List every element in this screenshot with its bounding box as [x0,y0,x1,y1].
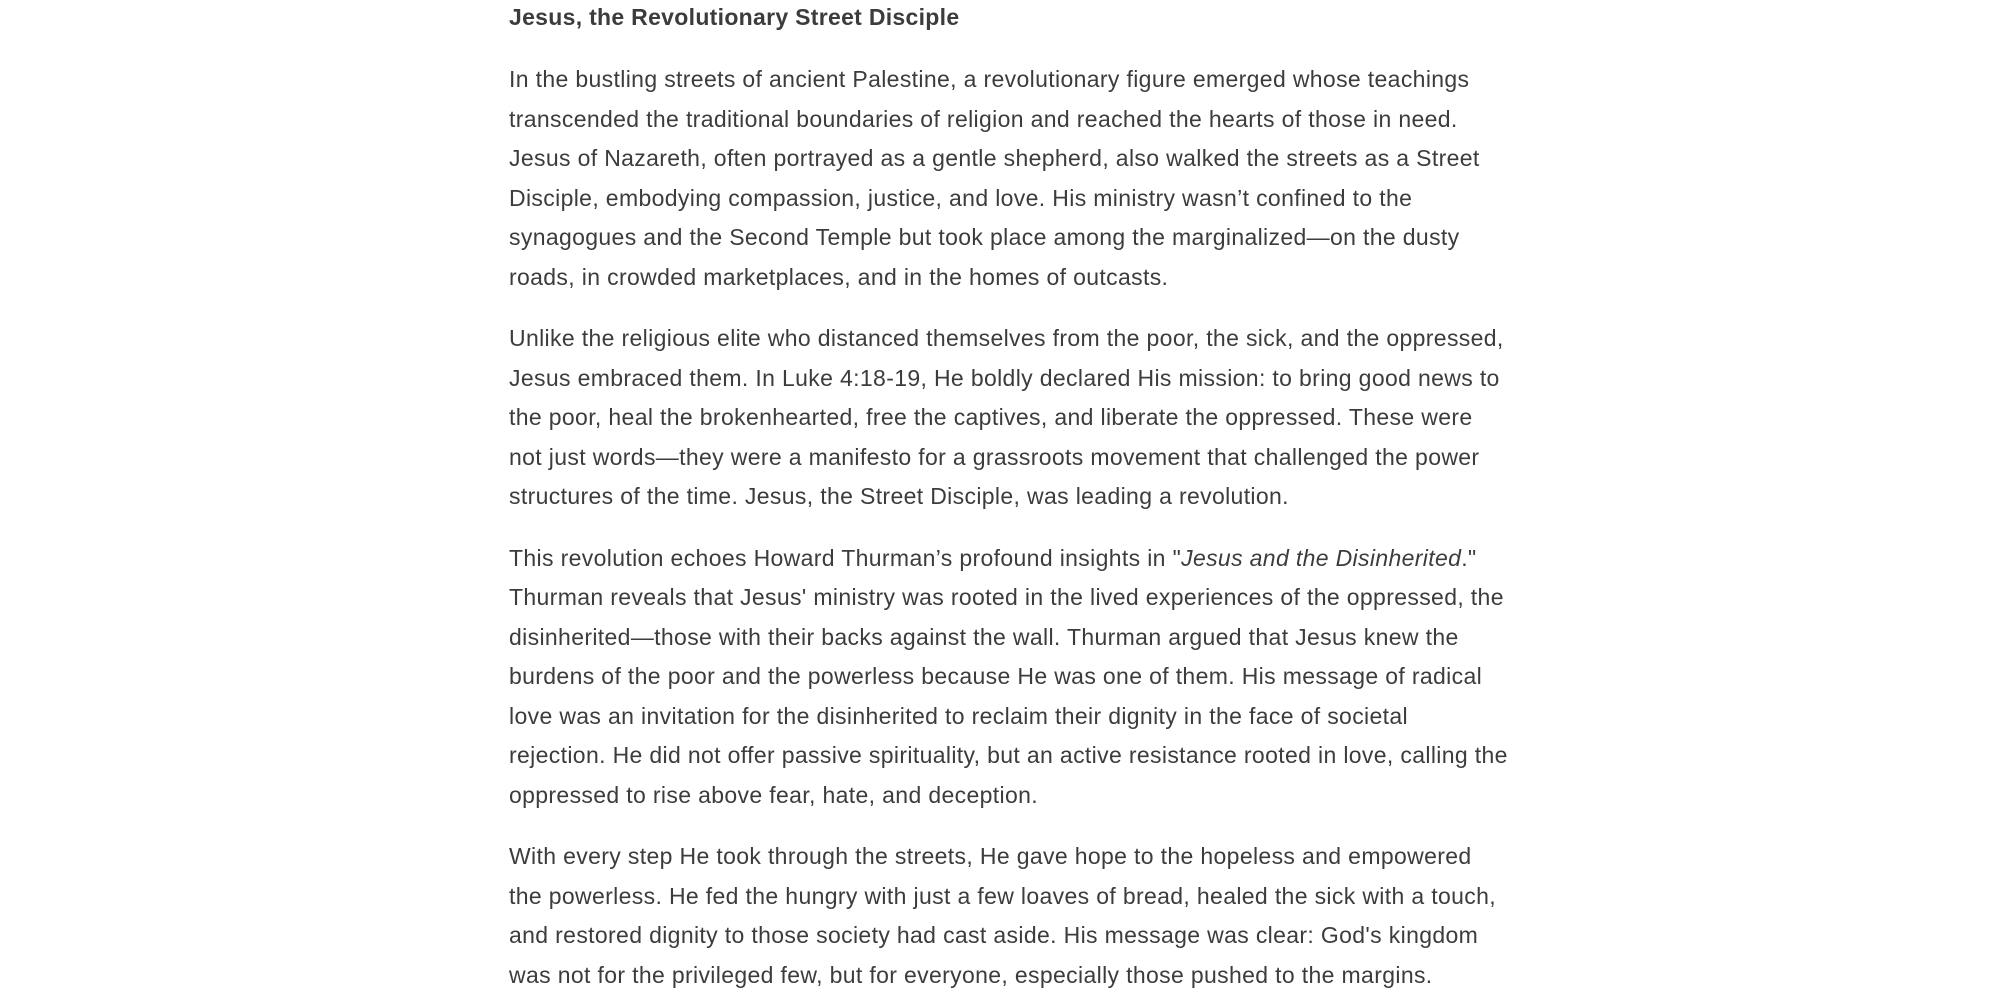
article [509,0,1509,995]
paragraph-intro: In the bustling streets of ancient Palestine, a revolutionary figure emerged whose teachings transcended the traditional boundaries of religion and reached the hearts of those in need. Jesus of Nazareth, often portrayed as a gentle shepherd, also walked the streets as a Street Disciple, embodying compassion, justice, and love. His ministry wasn’t confined to the synagogues and the Second Temple but took place among the marginalized—on the dusty roads, in crowded marketplaces, and in the homes of outcasts. [509,66,1480,290]
paragraph-thurman-before: This revolution echoes Howard Thurman’s profound insights in " [509,544,1182,571]
paragraph-thurman [509,539,1509,816]
paragraph-thurman-after: ." Thurman reveals that Jesus' ministry was rooted in the lived experiences of the oppressed, the disinherited—those with their backs against the wall. Thurman argued that Jesus knew the burdens of the poor and the powerless because He was one of them. His message of radical love was an invitation for the disinherited to reclaim their dignity in the face of societal rejection. He did not offer passive spirituality, but an active resistance rooted in love, calling the oppressed to rise above fear, hate, and deception. [509,544,1508,808]
book-title: Jesus and the Disinherited [1181,544,1462,571]
paragraph-mission: Unlike the religious elite who distanced themselves from the poor, the sick, and the oppressed, Jesus embraced them. In Luke 4:18-19, He boldly declared His mission: to bring good news to the poor, heal the brokenhearted, free the captives, and liberate the oppressed. These were not just words—they were a manifesto for a grassroots movement that challenged the power structures of the time. Jesus, the Street Disciple, was leading a revolution. [509,325,1504,509]
paragraph-streets: With every step He took through the streets, He gave hope to the hopeless and empowered the powerless. He fed the hungry with just a few loaves of bread, healed the sick with a touch, and restored dignity to those society had cast aside. His message was clear: God's kingdom was not for the privileged few, but for everyone, especially those pushed to the margins. [509,843,1497,988]
article-title: Jesus, the Revolutionary Street Disciple [509,4,960,30]
